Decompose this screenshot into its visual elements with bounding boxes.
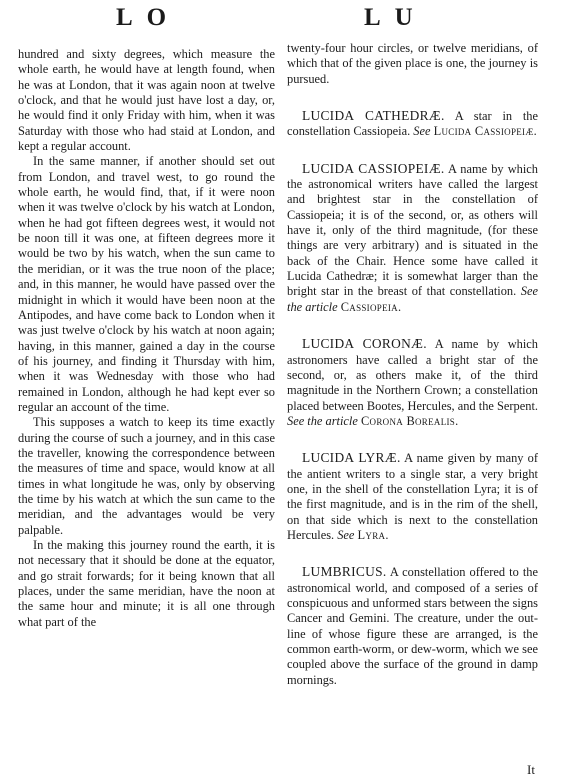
running-head-left: LO	[116, 4, 181, 31]
cross-reference: Lyra.	[357, 527, 389, 542]
running-head-right: LU	[364, 4, 427, 31]
dictionary-entry	[287, 336, 538, 429]
entry-headword: LUCIDA LYRÆ.	[302, 450, 401, 466]
dictionary-entry	[287, 450, 538, 543]
entry-body: A name given by many of the antient writers to a single star, a very bright one, in the shell of the constellation Lyra; it is of the first magnitude, and is in the rim of the shell, on that side which is next to the constellation Hercules.	[287, 451, 538, 542]
cross-reference: Corona Borealis.	[360, 413, 459, 428]
see-reference: See	[413, 124, 431, 139]
dictionary-entry	[287, 161, 538, 315]
entry-headword: LUCIDA CATHEDRÆ.	[302, 108, 445, 124]
entry-body: A name by which the astronomical writers have called the largest and brightest star in the constellation of Cassiopeia; it is of the second, or, as others will have it, only of the third magnitude, (for these things are very arbitrary) and is situated in the back of the Chair. Hence some have called it Lucida Cathedræ; it is somewhat larger than the bright star in the breast of that constellation.	[287, 161, 538, 299]
cross-reference: Lucida Cassiopeiæ.	[433, 124, 538, 139]
paragraph: hundred and sixty degrees, which measure the whole earth, he would have at length found, when he was at London, that it was again noon at twelve o'clock, and that he would just have lost a day, or, he would find it only Friday with him, when it was Saturday with those who had staid at London, and kept a regular account.	[18, 47, 275, 154]
entry-body: A constellation offered to the astronomical world, and composed of a series of conspicuous and unformed stars between the signs Cancer and Gemini. The creature, under the out-line of whose figure these are arranged, is the common earth-worm, or dew-worm, which we see coupled above the surface of the ground in damp mornings.	[287, 565, 538, 687]
entry-headword: LUCIDA CORONÆ.	[302, 336, 427, 352]
left-column	[18, 47, 275, 630]
see-reference: See the article	[287, 413, 358, 428]
entry-body: A name by which astronomers have called a bright star of the second, or, as others make it, of the third magnitude in the Northern Crown; a constellation placed between Bootes, Hercules, and the Serpent.	[287, 337, 538, 413]
dictionary-entry	[287, 564, 538, 688]
see-reference: See	[337, 527, 355, 542]
paragraph: This supposes a watch to keep its time exactly during the course of such a journey, and in this case the traveller, knowing the correspondence between the measures of time and space, would know at all times in what longitude he was, only by observing the time by his watch at which the sun came to the meridian, and the advantages would be very palpable.	[18, 415, 275, 537]
entry-headword: LUCIDA CASSIOPEIÆ.	[302, 160, 445, 176]
dictionary-entry	[287, 108, 538, 140]
continuation-paragraph: twenty-four hour circles, or twelve meridians, of which that of the given place is one, the journey is pursued.	[287, 41, 538, 86]
right-column	[287, 41, 538, 688]
entry-body: A star in the constellation Cassiopeia.	[287, 109, 538, 139]
paragraph: In the same manner, if another should set out from London, and travel west, to go round the whole earth, he would find, that, if it were noon when it was twelve o'clock by his watch at London, when he had got fifteen degrees west, it would not be noon till it was one, at fifteen degrees more it would be two by his watch, when the sun came to the meridian, or it was the true noon of the place; and, in this manner, he would have passed over the midnight in which it would have been noon at the Antipodes, and have come back to London when it was just twelve o'clock by his watch at noon again; having, in this manner, gained a day in the course of his journey, and finding it Thursday with him, when it was Wednesday with those who had remained in London, although he had kept ever so regular an account of the time.	[18, 154, 275, 414]
paragraph: In the making this journey round the earth, it is not necessary that it should be done at the equator, and go strait forwards; for it being known that all places, under the same meridian, have the noon at the same hour and minute; it is all one through what part of the	[18, 538, 275, 629]
entry-headword: LUMBRICUS.	[302, 564, 387, 580]
see-reference: See the article	[287, 284, 538, 314]
catchword: It	[527, 762, 535, 777]
cross-reference: Cassiopeia.	[340, 299, 402, 314]
